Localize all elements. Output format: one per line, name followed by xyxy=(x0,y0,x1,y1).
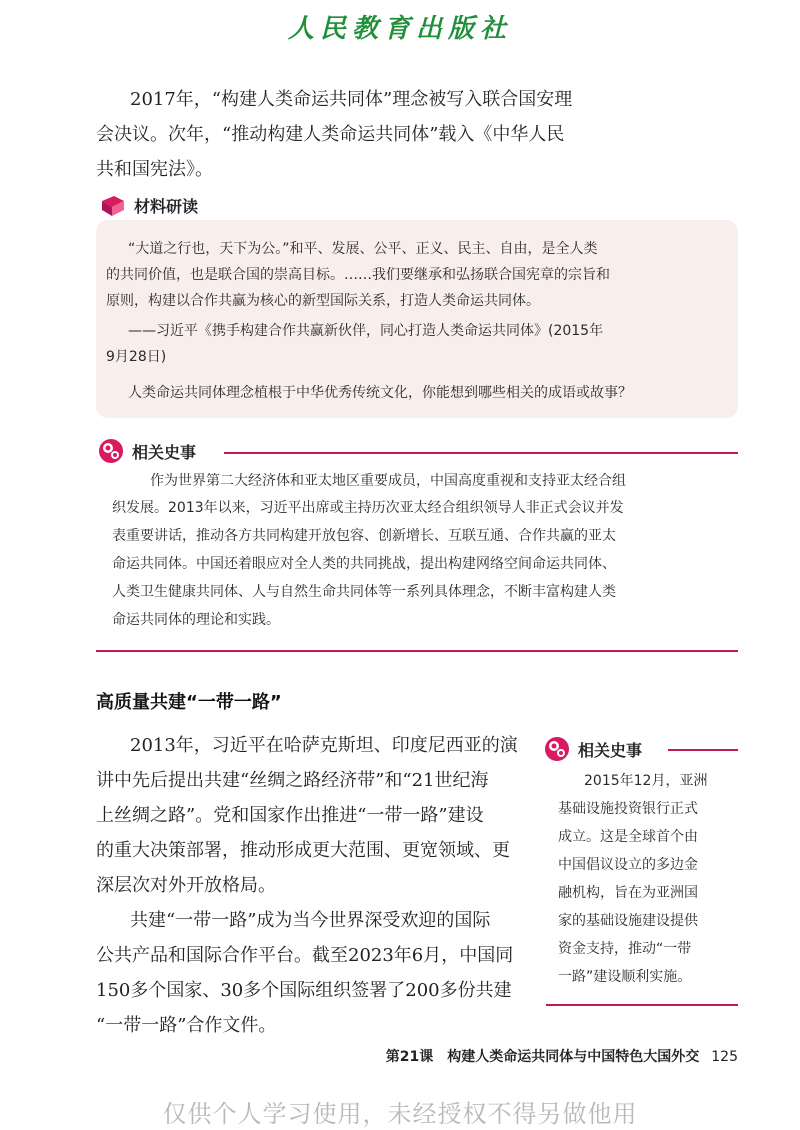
section-heading: 高质量共建“一带一路” xyxy=(96,692,282,713)
page-number: 125 xyxy=(711,1049,738,1065)
history-line-1: 作为世界第二大经济体和亚太地区重要成员，中国高度重视和支持亚太经合组 xyxy=(150,473,626,489)
sidebar-line-1: 2015年12月，亚洲 xyxy=(584,773,708,789)
history-line-3: 表重要讲话，推动各方共同构建开放包容、创新增长、互联互通、合作共赢的亚太 xyxy=(112,528,616,544)
history-header xyxy=(98,438,196,464)
sidebar-line-2: 基础设施投资银行正式 xyxy=(558,801,698,817)
s2-p2-line-1: 共建“一带一路”成为当今世界深受欢迎的国际 xyxy=(130,910,491,931)
intro-line-1: 2017年，“构建人类命运共同体”理念被写入联合国安理 xyxy=(130,89,573,110)
s2-p2-line-4: “一带一路”合作文件。 xyxy=(96,1015,277,1036)
material-line-1: “大道之行也，天下为公。”和平、发展、公平、正义、民主、自由，是全人类 xyxy=(128,241,598,257)
material-citation: ——习近平《携手构建合作共赢新伙伴，同心打造人类命运共同体》(2015年 xyxy=(128,323,604,339)
sidebar-title: 相关史事 xyxy=(578,740,643,760)
history-icon xyxy=(98,438,124,464)
s2-p1-line-5: 深层次对外开放格局。 xyxy=(96,875,276,896)
intro-line-2: 会决议。次年，“推动构建人类命运共同体”载入《中华人民 xyxy=(96,124,565,145)
history-line-6: 命运共同体的理论和实践。 xyxy=(112,612,280,628)
sidebar-bottom-line xyxy=(546,1004,738,1006)
sidebar-header xyxy=(544,736,642,762)
sidebar-line-3: 成立。这是全球首个由 xyxy=(558,829,698,845)
s2-p1-line-2: 讲中先后提出共建“丝绸之路经济带”和“21世纪海 xyxy=(96,770,489,791)
s2-p1-line-3: 上丝绸之路”。党和国家作出推进“一带一路”建设 xyxy=(96,805,484,826)
sidebar-line-6: 家的基础设施建设提供 xyxy=(558,913,698,929)
page-footer xyxy=(386,1046,738,1066)
history-line-5: 人类卫生健康共同体、人与自然生命共同体等一系列具体理念，不断丰富构建人类 xyxy=(112,584,616,600)
material-line-3: 原则，构建以合作共赢为核心的新型国际关系，打造人类命运共同体。 xyxy=(106,293,540,309)
sidebar-line-7: 资金支持，推动“一带 xyxy=(558,941,692,957)
history-bottom-line xyxy=(96,650,738,652)
history-top-line xyxy=(224,452,738,454)
sidebar-top-line xyxy=(668,749,738,751)
publisher-logo: 人民教育出版社 xyxy=(287,14,512,44)
material-citation-date: 9月28日) xyxy=(106,349,167,365)
s2-p2-line-2: 公共产品和国际合作平台。截至2023年6月，中国同 xyxy=(96,945,514,966)
s2-p1-line-1: 2013年，习近平在哈萨克斯坦、印度尼西亚的演 xyxy=(130,735,518,756)
s2-p2-line-3: 150多个国家、30多个国际组织签署了200多份共建 xyxy=(96,980,512,1001)
lesson-title: 第21课 构建人类命运共同体与中国特色大国外交 xyxy=(385,1049,700,1065)
sidebar-line-8: 一路”建设顺利实施。 xyxy=(558,969,692,985)
sidebar-line-5: 融机构，旨在为亚洲国 xyxy=(558,885,698,901)
watermark: 仅供个人学习使用，未经授权不得另做他用 xyxy=(162,1100,638,1128)
sidebar-history-icon xyxy=(544,736,570,762)
book-icon xyxy=(100,195,126,217)
material-header xyxy=(100,194,198,217)
material-question: 人类命运共同体理念植根于中华优秀传统文化，你能想到哪些相关的成语或故事？ xyxy=(128,385,632,401)
s2-p1-line-4: 的重大决策部署，推动形成更大范围、更宽领域、更 xyxy=(96,840,510,861)
history-line-4: 命运共同体。中国还着眼应对全人类的共同挑战，提出构建网络空间命运共同体、 xyxy=(112,556,616,572)
material-line-2: 的共同价值，也是联合国的崇高目标。……我们要继承和弘扬联合国宪章的宗旨和 xyxy=(106,267,610,283)
history-line-2: 织发展。2013年以来，习近平出席或主持历次亚太经合组织领导人非正式会议并发 xyxy=(112,500,624,516)
sidebar-line-4: 中国倡议设立的多边金 xyxy=(558,857,698,873)
history-title: 相关史事 xyxy=(132,442,197,462)
material-title: 材料研读 xyxy=(134,197,199,216)
intro-line-3: 共和国宪法》。 xyxy=(96,159,213,180)
